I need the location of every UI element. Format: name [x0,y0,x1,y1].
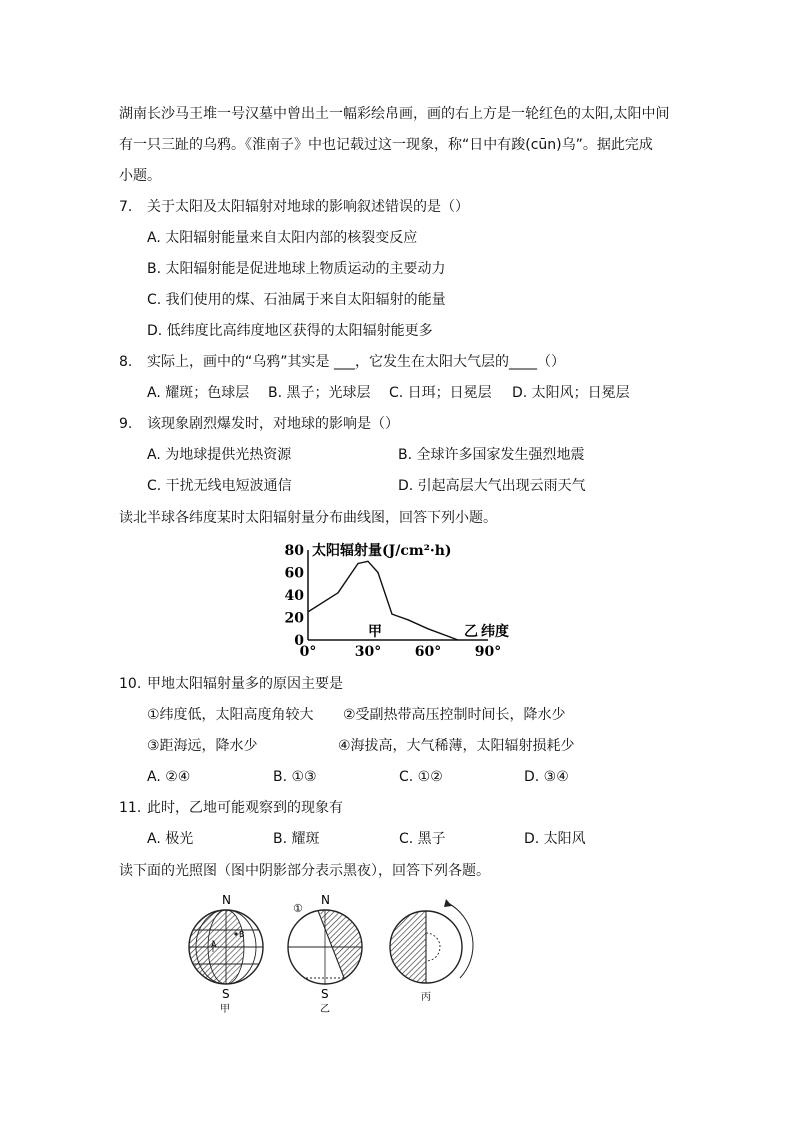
illumination-diagrams [180,890,480,1015]
q7-option-c[interactable]: C. 我们使用的煤、石油属于来自太阳辐射的能量 [147,292,446,308]
q7-number: 7. [119,199,133,215]
x-tick-label: 90° [474,644,502,660]
q11-stem: 此时，乙地可能观察到的现象有 [147,800,343,816]
globe-bing [390,899,473,1003]
south-label: S [321,987,329,1001]
south-label: S [222,987,230,1001]
globe-yi [288,893,370,1015]
q9-option-a[interactable]: A. 为地球提供光热资源 [147,447,292,463]
y-tick-label: 20 [284,610,304,627]
data-point [407,619,408,620]
x-tick-label: 60° [414,644,442,660]
data-point [377,572,378,573]
globe-bing-label: 丙 [421,992,431,1003]
q11-option-a[interactable]: A. 极光 [147,831,194,847]
annotation-yi: 乙 [464,624,478,640]
q10-option-d[interactable]: D. ③④ [524,769,569,785]
y-tick-label: 40 [284,588,304,604]
q10-option-a[interactable]: A. ②④ [147,769,191,785]
intro-line-1: 湖南长沙马王堆一号汉墓中曾出土一幅彩绘帛画，画的右上方是一轮红色的太阳,太阳中间 [119,106,670,122]
circle-one-mark: ① [293,902,303,915]
x-axis-label: 纬度 [481,624,509,640]
q9-option-c[interactable]: C. 干扰无线电短波通信 [147,478,292,494]
q7-stem: 关于太阳及太阳辐射对地球的影响叙述错误的是（） [147,199,469,215]
north-label: N [321,893,330,907]
q7-option-b[interactable]: B. 太阳辐射能是促进地球上物质运动的主要动力 [147,261,446,277]
q8-option-d[interactable]: D. 太阳风；日冕层 [512,385,630,401]
data-point [357,563,358,564]
data-point [457,639,458,640]
q10-number: 10. [119,676,142,692]
q11-number: 11. [119,800,142,816]
globe-jia [185,893,267,1015]
q8-option-a[interactable]: A. 耀斑；色球层 [147,385,250,401]
q10-option-c[interactable]: C. ①② [399,769,443,785]
annotation-jia: 甲 [368,624,382,640]
q8-stem: 实际上，画中的“乌鸦”其实是 ___，它发生在太阳大气层的____（） [147,354,565,370]
point-a-label: A [211,940,217,949]
q11-option-b[interactable]: B. 耀斑 [273,831,320,847]
q8-number: 8. [119,354,133,370]
q11-option-d[interactable]: D. 太阳风 [524,831,586,847]
north-label: N [222,893,231,907]
chart-intro: 读北半球各纬度某时太阳辐射量分布曲线图，回答下列小题。 [119,510,497,526]
data-point [427,628,428,629]
intro-line-3: 小题。 [119,168,161,184]
q9-option-d[interactable]: D. 引起高层大气出现云雨天气 [398,478,586,494]
q9-stem: 该现象剧烈爆发时，对地球的影响是（） [147,416,399,432]
q9-number: 9. [119,416,133,432]
q7-option-a[interactable]: A. 太阳辐射能量来自太阳内部的核裂变反应 [147,230,418,246]
y-tick-label: 80 [284,543,304,559]
data-point [391,614,392,615]
q7-option-d[interactable]: D. 低纬度比高纬度地区获得的太阳辐射能更多 [147,323,433,339]
rotation-arrow [448,903,473,978]
q10-option-b[interactable]: B. ①③ [273,769,317,785]
data-point [367,561,368,562]
data-point [337,592,338,593]
x-tick-label: 0° [299,644,317,660]
q10-statement-3: ③距海远，降水少 [147,738,258,754]
x-tick-label: 30° [354,644,382,660]
chart-title: 太阳辐射量(J/cm²·h) [312,543,452,559]
intro-line-2: 有一只三趾的乌鸦。《淮南子》中也记载过这一现象，称“日中有踆(cūn)乌”。据此完成 [119,137,653,153]
q10-statement-2: ②受副热带高压控制时间长，降水少 [343,707,566,723]
night-shading [390,911,426,983]
q10-statement-1: ①纬度低，太阳高度角较大 [147,707,314,723]
globe-yi-label: 乙 [320,1004,330,1015]
q10-statement-4: ④海拔高，大气稀薄，太阳辐射损耗少 [338,738,575,754]
diagram-intro: 读下面的光照图（图中阴影部分表示黑夜），回答下列各题。 [119,863,490,879]
solar-radiation-chart [280,535,520,665]
y-tick-label: 60 [284,565,304,582]
point-b-label: B [239,930,245,939]
arrow-head-icon [444,899,452,907]
globe-jia-label: 甲 [220,1004,230,1015]
q11-option-c[interactable]: C. 黑子 [399,831,446,847]
q8-option-c[interactable]: C. 日珥；日冕层 [389,385,492,401]
radiation-curve [308,561,458,640]
q8-option-b[interactable]: B. 黑子；光球层 [268,385,371,401]
q10-stem: 甲地太阳辐射量多的原因主要是 [147,676,343,692]
data-point [307,611,308,612]
q9-option-b[interactable]: B. 全球许多国家发生强烈地震 [398,447,585,463]
y-tick-label: 0 [294,633,304,649]
